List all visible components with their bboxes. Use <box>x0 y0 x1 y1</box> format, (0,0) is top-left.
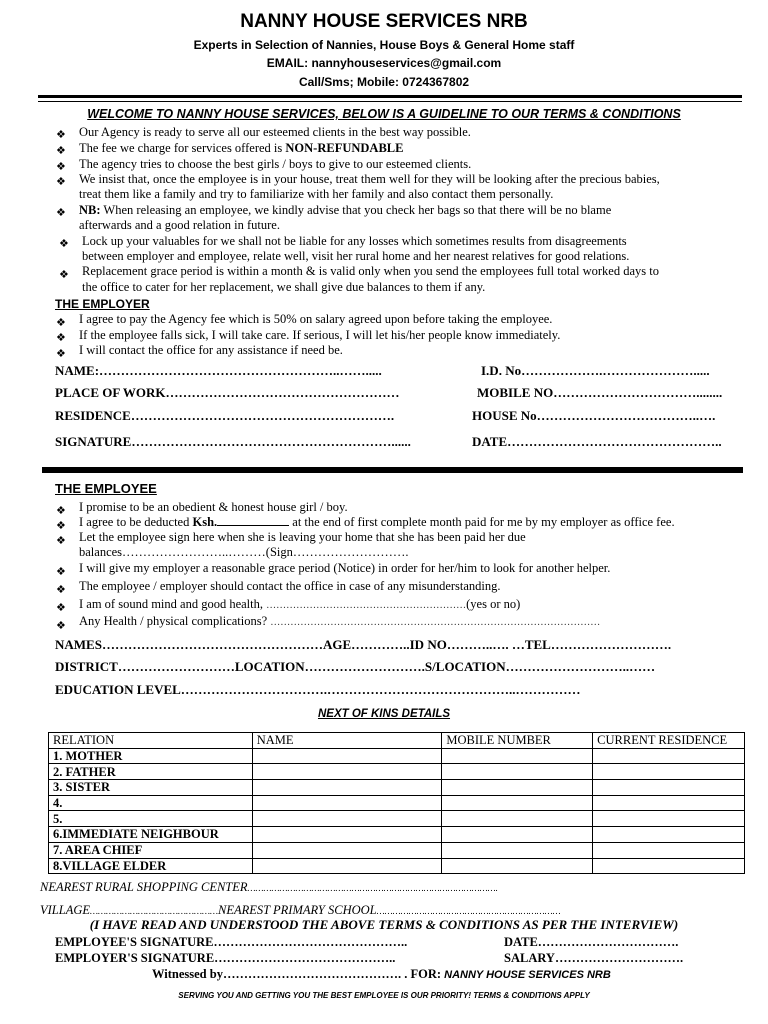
bullet-icon: ❖ <box>56 145 66 157</box>
relation-cell: 3. SISTER <box>49 780 253 796</box>
name-header: NAME <box>252 733 442 749</box>
table-row <box>49 764 745 780</box>
company-phone: Call/Sms; Mobile: 0724367802 <box>298 75 470 89</box>
relation-header: RELATION <box>49 733 253 749</box>
name-cell[interactable] <box>252 780 442 796</box>
relation-cell: 2. FATHER <box>49 764 253 780</box>
bullet-icon: ❖ <box>56 317 66 329</box>
residence-cell[interactable] <box>593 827 745 843</box>
witness-org: NANNY HOUSE SERVICES NRB <box>444 969 611 981</box>
complications-text: Any Health / physical complications? <box>79 614 271 628</box>
next-of-kin-table <box>48 732 745 874</box>
table-row <box>49 780 745 796</box>
education-level-field[interactable]: EDUCATION LEVEL…………………………….……………………………………..…………… <box>55 682 581 697</box>
term-4-line-2: treat them like a family and try to familiarize with her family and also contact them personally. <box>79 187 554 201</box>
mobile-cell[interactable] <box>442 811 593 827</box>
village-blank[interactable]: ………………………………………… <box>90 906 219 916</box>
residence-cell[interactable] <box>593 748 745 764</box>
relation-cell: 8.VILLAGE ELDER <box>49 858 253 874</box>
relation-cell: 5. <box>49 811 253 827</box>
term-2 <box>79 141 403 156</box>
employer-name-field[interactable]: NAME:………………………………………………..……..... <box>55 363 382 378</box>
term-6-line-1: Lock up your valuables for we shall not be liable for any losses which sometimes results from disagreements <box>82 234 627 248</box>
place-of-work-field[interactable]: PLACE OF WORK……………………………………………… <box>55 385 400 400</box>
residence-header: CURRENT RESIDENCE <box>593 733 745 749</box>
relation-cell: 1. MOTHER <box>49 748 253 764</box>
relation-cell: 7. AREA CHIEF <box>49 842 253 858</box>
name-cell[interactable] <box>252 858 442 874</box>
term-7-line-1: Replacement grace period is within a month & is valid only when you send the employees full total worked days to <box>82 264 659 278</box>
employee-district-row[interactable]: DISTRICT………………………LOCATION……………………….S/LOCATION………………………..…… <box>55 659 656 674</box>
employee-term-2 <box>79 515 675 530</box>
balances-sign-field[interactable]: balances……………………..………(Sign………………………. <box>79 545 409 559</box>
table-row <box>49 842 745 858</box>
table-row <box>49 748 745 764</box>
bullet-icon: ❖ <box>59 238 69 250</box>
mobile-cell[interactable] <box>442 842 593 858</box>
ksh-amount-blank[interactable] <box>217 515 289 526</box>
relation-cell: 6.IMMEDIATE NEIGHBOUR <box>49 827 253 843</box>
bullet-icon: ❖ <box>56 602 66 614</box>
health-blank[interactable]: …………………………………………………… <box>266 600 467 611</box>
deduction-text-post: at the end of first complete month paid for me by my employer as office fee. <box>289 515 675 529</box>
residence-cell[interactable] <box>593 811 745 827</box>
bullet-icon: ❖ <box>59 269 69 281</box>
kin-heading: NEXT OF KINS DETAILS <box>317 708 451 720</box>
employer-term-2: If the employee falls sick, I will take care. If serious, I will let his/her people know immediately. <box>79 328 561 342</box>
term-5-line-1 <box>79 203 611 218</box>
mobile-cell[interactable] <box>442 795 593 811</box>
village-school-row <box>40 903 561 918</box>
bullet-icon: ❖ <box>56 207 66 219</box>
bullet-icon: ❖ <box>56 535 66 547</box>
ksh-label: Ksh. <box>192 515 218 529</box>
employee-term-7 <box>79 614 600 629</box>
table-header-row <box>49 733 745 749</box>
mobile-cell[interactable] <box>442 858 593 874</box>
table-row <box>49 827 745 843</box>
bullet-icon: ❖ <box>56 505 66 517</box>
bullet-icon: ❖ <box>56 161 66 173</box>
term-4-line-1: We insist that, once the employee is in your house, treat them well for they will be looking after the precious babies, <box>79 172 660 186</box>
village-label: VILLAGE <box>40 903 90 917</box>
employee-heading: THE EMPLOYEE <box>55 481 157 496</box>
bullet-icon: ❖ <box>56 520 66 532</box>
term-2-text: The fee we charge for services offered is <box>79 141 286 155</box>
complications-blank[interactable]: ……………………………………………………………………………………… <box>270 617 601 628</box>
yes-no-text: (yes or no) <box>466 597 521 611</box>
mobile-cell[interactable] <box>442 780 593 796</box>
employer-date-field[interactable]: DATE………………………………………….. <box>472 434 722 449</box>
bullet-icon: ❖ <box>56 584 66 596</box>
table-row <box>49 811 745 827</box>
declaration-text: (I HAVE READ AND UNDERSTOOD THE ABOVE TERMS & CONDITIONS AS PER THE INTERVIEW) <box>89 917 679 932</box>
bullet-icon: ❖ <box>56 348 66 360</box>
employee-term-3: Let the employee sign here when she is leaving your home that she has been paid her due <box>79 530 526 544</box>
header-divider-thin <box>38 101 742 102</box>
witnessed-row <box>152 967 611 982</box>
term-7-line-2: the office to cater for her replacement, we shall give due balances to them if any. <box>82 280 486 294</box>
residence-cell[interactable] <box>593 780 745 796</box>
nb-label: NB: <box>79 203 101 217</box>
employer-term-1: I agree to pay the Agency fee which is 50% on salary agreed upon before taking the employee. <box>79 312 553 326</box>
residence-field[interactable]: RESIDENCE……………………………………………………. <box>55 408 395 423</box>
employer-heading: THE EMPLOYER <box>55 297 150 311</box>
name-cell[interactable] <box>252 811 442 827</box>
house-no-field[interactable]: HOUSE No………………………………..…. <box>472 408 716 423</box>
mobile-cell[interactable] <box>442 748 593 764</box>
name-cell[interactable] <box>252 842 442 858</box>
company-title: NANNY HOUSE SERVICES NRB <box>240 11 528 32</box>
name-cell[interactable] <box>252 748 442 764</box>
bullet-icon: ❖ <box>56 620 66 632</box>
primary-school-label: NEAREST PRIMARY SCHOOL <box>218 903 377 917</box>
term-5-line-2: afterwards and a good relation in future. <box>79 218 280 232</box>
footer-slogan: SERVING YOU AND GETTING YOU THE BEST EMPLOYEE IS OUR PRIORITY! TERMS & CONDITIONS APPLY <box>178 991 590 1000</box>
welcome-heading: WELCOME TO NANNY HOUSE SERVICES, BELOW IS A GUIDELINE TO OUR TERMS & CONDITIONS <box>87 107 681 121</box>
employee-term-6 <box>79 597 520 612</box>
employer-id-field[interactable]: I.D. No……………….…………………..... <box>481 363 710 378</box>
employer-signature-field[interactable]: SIGNATURE……………………………………………………...... <box>55 434 411 449</box>
employee-term-1: I promise to be an obedient & honest house girl / boy. <box>79 500 348 514</box>
residence-cell[interactable] <box>593 842 745 858</box>
non-refundable: NON-REFUNDABLE <box>285 141 404 155</box>
primary-school-blank[interactable]: …………………………………………………………… <box>376 906 561 916</box>
bullet-icon: ❖ <box>56 176 66 188</box>
bullet-icon: ❖ <box>56 129 66 141</box>
shopping-center-label: NEAREST RURAL SHOPPING CENTER <box>40 880 248 894</box>
shopping-center-blank[interactable]: …………………………………………………………………………………. <box>247 883 498 893</box>
term-6-line-2: between employer and employee, relate well, visit her rural home and her nearest relatives for good relations. <box>82 249 630 263</box>
bullet-icon: ❖ <box>56 332 66 344</box>
table-row <box>49 858 745 874</box>
term-3: The agency tries to choose the best girls / boys to give to our esteemed clients. <box>79 157 472 171</box>
mobile-cell[interactable] <box>442 827 593 843</box>
employer-term-3: I will contact the office for any assistance if need be. <box>79 343 343 357</box>
residence-cell[interactable] <box>593 764 745 780</box>
salary-field[interactable]: SALARY…………………………. <box>504 951 684 965</box>
name-cell[interactable] <box>252 795 442 811</box>
witnessed-by-field[interactable]: Witnessed by……………………………………. . FOR: <box>152 967 442 981</box>
header-divider-thick <box>38 95 742 98</box>
relation-cell: 4. <box>49 795 253 811</box>
employee-term-4: I will give my employer a reasonable grace period (Notice) in order for her/him to look for another helper. <box>79 561 611 575</box>
footer-date-field[interactable]: DATE……………………………. <box>504 935 679 949</box>
bullet-icon: ❖ <box>56 566 66 578</box>
employee-term-5: The employee / employer should contact the office in case of any misunderstanding. <box>79 579 501 593</box>
term-5-text: When releasing an employee, we kindly advise that you check her bags so that there will be no blame <box>100 203 612 217</box>
section-divider <box>42 467 743 473</box>
company-tagline: Experts in Selection of Nannies, House Boys & General Home staff <box>193 38 575 52</box>
employee-signature-field[interactable]: EMPLOYEE'S SIGNATURE……………………………………….. <box>55 935 408 949</box>
employee-details-row[interactable]: NAMES……………………………………………AGE…………..ID NO………..…. …TEL………………………. <box>55 637 672 652</box>
table-row <box>49 795 745 811</box>
term-1: Our Agency is ready to serve all our esteemed clients in the best way possible. <box>79 125 471 139</box>
shopping-center-field[interactable] <box>40 880 498 895</box>
name-cell[interactable] <box>252 764 442 780</box>
employer-mobile-field[interactable]: MOBILE NO……………………………........ <box>477 385 723 400</box>
mobile-cell[interactable] <box>442 764 593 780</box>
residence-cell[interactable] <box>593 795 745 811</box>
company-email: EMAIL: nannyhouseservices@gmail.com <box>266 56 502 70</box>
health-text: I am of sound mind and good health, <box>79 597 267 611</box>
employer-signature-footer-field[interactable]: EMPLOYER'S SIGNATURE…………………………………….. <box>55 951 396 965</box>
deduction-text: I agree to be deducted <box>79 515 193 529</box>
mobile-header: MOBILE NUMBER <box>442 733 593 749</box>
residence-cell[interactable] <box>593 858 745 874</box>
name-cell[interactable] <box>252 827 442 843</box>
